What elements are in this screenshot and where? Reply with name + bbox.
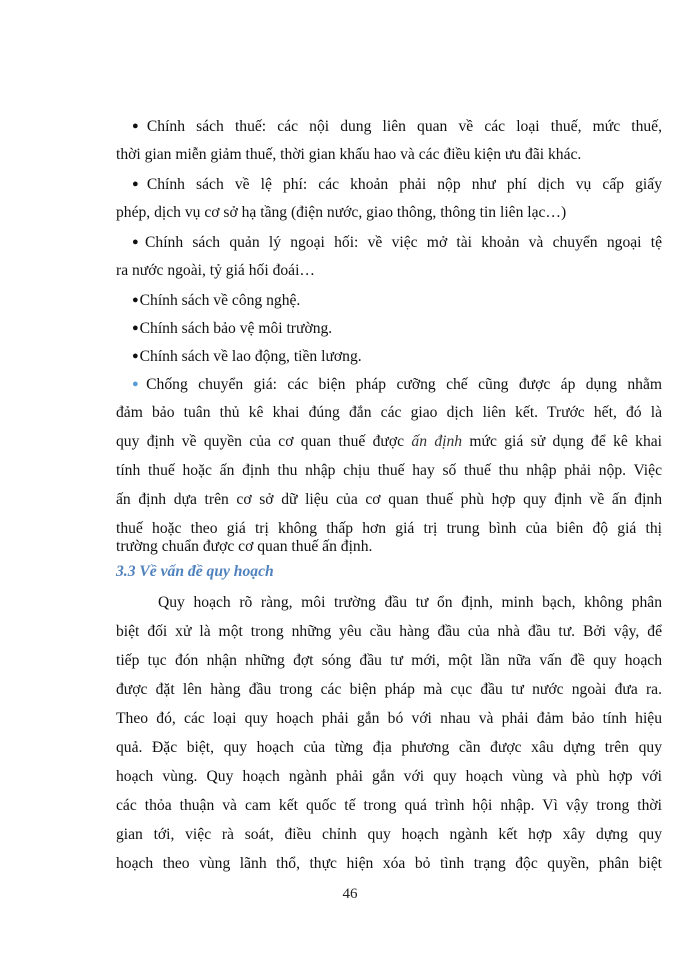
bullet-icon: ● [132, 294, 139, 306]
bullet-item-fees-line-2: phép, dịch vụ cơ sở hạ tầng (điện nước, giao thông, thông tin liên lạc…) [116, 204, 567, 221]
paragraph-line-7: hoạch vùng. Quy hoạch ngành phải gắn với quy hoạch vùng và phù hợp với [116, 768, 662, 785]
transfer-pricing-line-2: đảm bảo tuân thủ kê khai đúng đắn các giao dịch liên kết. Trước hết, đó là [116, 404, 662, 421]
emphasis-text: ấn định [411, 433, 463, 450]
bullet-icon: ● [132, 178, 146, 190]
paragraph-line-2: biệt đối xử là một trong những yêu cầu hàng đầu của nhà đầu tư. Bởi vậy, để [116, 623, 662, 640]
bullet-icon: ● [132, 378, 146, 390]
bullet-item-technology: ●Chính sách về công nghệ. [132, 292, 301, 309]
section-heading: 3.3 Về vấn đề quy hoạch [116, 563, 274, 580]
transfer-pricing-line-7: trường chuẩn được cơ quan thuế ấn định. [116, 538, 373, 555]
bullet-item-fees-line-1: ●Chính sách về lệ phí: các khoản phải nộp như phí dịch vụ cấp giấy [132, 176, 662, 193]
transfer-pricing-line-6: thuế hoặc theo giá trị không thấp hơn giá trị trung bình của biên độ giá thị [116, 520, 662, 537]
paragraph-line-3: tiếp tục đón nhận những đợt sóng đầu tư mới, một lần nữa vấn đề quy hoạch [116, 652, 662, 669]
page-number: 46 [342, 886, 358, 902]
bullet-item-environment: ●Chính sách bảo vệ môi trường. [132, 320, 333, 337]
bullet-icon: ● [132, 350, 139, 362]
paragraph-line-5: Theo đó, các loại quy hoạch phải gắn bó với nhau và phải đảm bảo tính hiệu [116, 710, 662, 727]
bullet-item-tax-line-2: thời gian miễn giảm thuế, thời gian khấu hao và các điều kiện ưu đãi khác. [116, 146, 582, 163]
bullet-item-tax-line-1: ●Chính sách thuế: các nội dung liên quan về các loại thuế, mức thuế, [132, 118, 662, 135]
transfer-pricing-line-3: quy định về quyền của cơ quan thuế được ấn định mức giá sử dụng để kê khai [116, 433, 662, 450]
paragraph-line-10: hoạch theo vùng lãnh thổ, thực hiện xóa bỏ tình trạng độc quyền, phân biệt [116, 855, 662, 872]
transfer-pricing-line-1: ●Chống chuyển giá: các biện pháp cưỡng chế cũng được áp dụng nhằm [132, 376, 662, 393]
bullet-icon: ● [132, 120, 146, 132]
paragraph-line-6: quả. Đặc biệt, quy hoạch của từng địa phương cần được xâu dựng trên quy [116, 739, 662, 756]
paragraph-line-1: Quy hoạch rõ ràng, môi trường đầu tư ổn định, minh bạch, không phân [158, 594, 662, 611]
transfer-pricing-line-4: tính thuế hoặc ấn định thu nhập chịu thuế hay số thuế thu nhập phải nộp. Việc [116, 462, 662, 479]
bullet-item-labor: ●Chính sách về lao động, tiền lương. [132, 348, 362, 365]
paragraph-line-4: được đặt lên hàng đầu trong các biện pháp mà cục đầu tư nước ngoài đưa ra. [116, 681, 662, 698]
bullet-item-forex-line-2: ra nước ngoài, tỷ giá hối đoái… [116, 262, 316, 279]
bullet-icon: ● [132, 236, 144, 248]
paragraph-line-8: các thỏa thuận và cam kết quốc tế trong quá trình hội nhập. Vì vậy trong thời [116, 797, 662, 814]
bullet-icon: ● [132, 322, 139, 334]
bullet-item-forex-line-1: ●Chính sách quản lý ngoại hối: về việc mở tài khoản và chuyển ngoại tệ [132, 234, 662, 251]
transfer-pricing-line-5: ấn định dựa trên cơ sở dữ liệu của cơ quan thuế phù hợp quy định về ấn định [116, 491, 662, 508]
paragraph-line-9: gian tới, việc rà soát, điều chỉnh quy hoạch ngành kết hợp xây dựng quy [116, 826, 662, 843]
